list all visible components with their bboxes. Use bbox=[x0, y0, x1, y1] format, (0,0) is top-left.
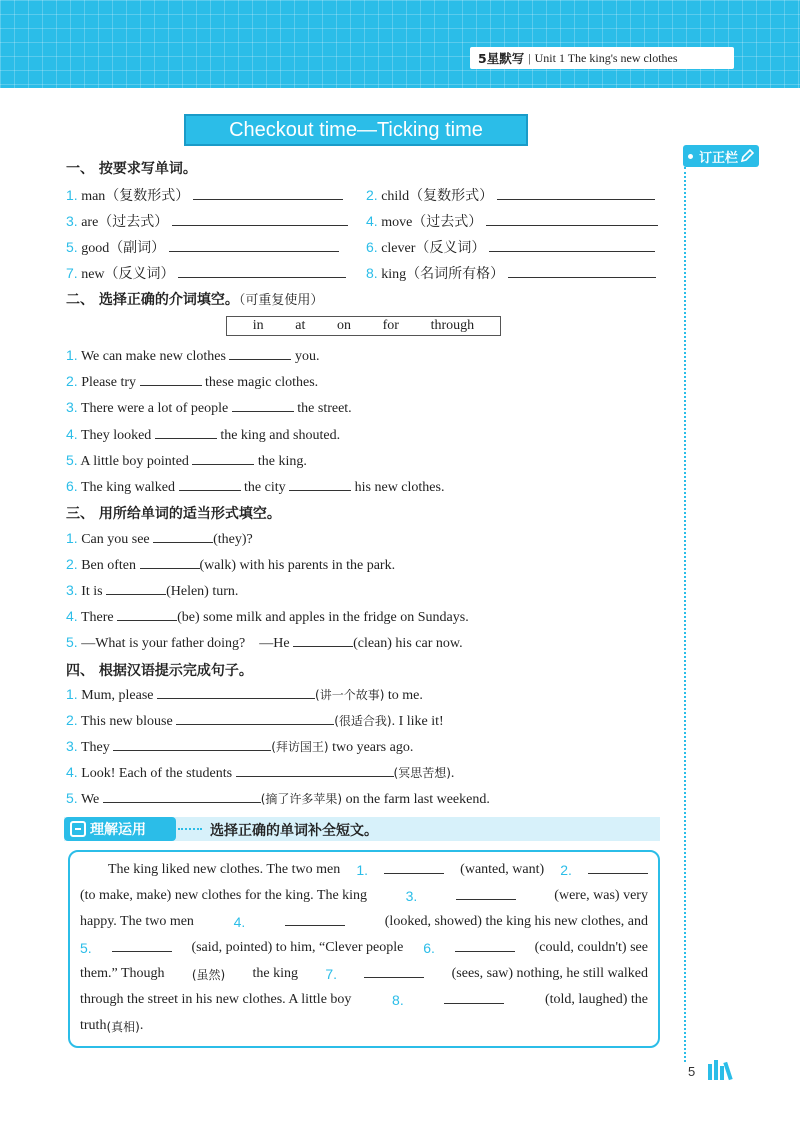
p-text: them.” Though bbox=[80, 966, 165, 981]
section-2-note: （可重复使用） bbox=[238, 293, 324, 308]
s3-num: 1. bbox=[66, 530, 78, 546]
s3-text-b: (clean) his car now. bbox=[353, 636, 463, 651]
word-option: in bbox=[252, 318, 264, 333]
p-num: 5. bbox=[80, 940, 92, 956]
s3-text-a: Can you see bbox=[81, 532, 150, 547]
s1-item-5 bbox=[66, 237, 339, 257]
answer-blank[interactable] bbox=[169, 240, 339, 252]
s4-text-a: We bbox=[80, 792, 100, 807]
apply-section-header bbox=[64, 817, 660, 841]
p-num: 7. bbox=[325, 966, 338, 982]
p-cn: (虽然) bbox=[191, 968, 226, 982]
p-text: (to make, make) new clothes for the king. The king bbox=[80, 888, 368, 903]
s3-text-b: (be) some milk and apples in the fridge on Sundays. bbox=[177, 610, 469, 625]
s4-item-2 bbox=[66, 712, 444, 730]
s1-num: 7. bbox=[66, 265, 78, 281]
notebook-icon bbox=[70, 821, 86, 837]
s2-text-a: They looked bbox=[80, 428, 152, 443]
s3-item-5 bbox=[66, 634, 463, 652]
p-text: (said, pointed) to him, “Clever people bbox=[191, 940, 404, 955]
s4-text-a: They bbox=[80, 740, 110, 755]
s2-num: 3. bbox=[66, 399, 78, 415]
s1-prompt: good（副词） bbox=[81, 241, 166, 256]
s1-item-7 bbox=[66, 263, 346, 283]
s2-item-3 bbox=[66, 399, 352, 417]
s3-text-a: It is bbox=[81, 584, 103, 599]
answer-blank[interactable] bbox=[384, 862, 444, 874]
answer-blank[interactable] bbox=[289, 479, 351, 491]
s1-item-3 bbox=[66, 211, 348, 231]
s1-num: 3. bbox=[66, 213, 78, 229]
s1-item-8 bbox=[366, 263, 656, 283]
s4-text-b: . bbox=[450, 766, 455, 781]
passage-line-5 bbox=[80, 966, 648, 983]
answer-blank[interactable] bbox=[229, 348, 291, 360]
page-title: Checkout time—Ticking time bbox=[184, 114, 528, 146]
s3-text-b: (Helen) turn. bbox=[166, 584, 239, 599]
answer-blank[interactable] bbox=[455, 940, 515, 952]
header-label bbox=[470, 47, 734, 69]
s4-num: 1. bbox=[66, 686, 78, 702]
s1-prompt: move（过去式） bbox=[381, 215, 483, 230]
s1-prompt: new（反义词） bbox=[81, 267, 175, 282]
s2-num: 4. bbox=[66, 426, 78, 442]
header-separator: | bbox=[528, 50, 531, 65]
s1-prompt: clever（反义词） bbox=[381, 241, 486, 256]
p-cn: (真相) bbox=[106, 1020, 140, 1034]
s4-item-3 bbox=[66, 738, 413, 756]
s4-num: 2. bbox=[66, 712, 78, 728]
books-icon bbox=[708, 1060, 730, 1080]
answer-blank[interactable] bbox=[285, 914, 345, 926]
s2-text-a: We can make new clothes bbox=[80, 349, 226, 364]
s2-text-b: the street. bbox=[297, 401, 352, 416]
s3-num: 5. bbox=[66, 634, 78, 650]
apply-tag bbox=[64, 817, 176, 841]
answer-blank[interactable] bbox=[293, 635, 353, 647]
section-4-heading: 四、 根据汉语提示完成句子。 bbox=[66, 663, 253, 679]
s3-num: 3. bbox=[66, 582, 78, 598]
p-text: happy. The two men bbox=[80, 914, 194, 929]
header-brand: 5星默写 bbox=[478, 51, 525, 66]
p-num: 1. bbox=[356, 862, 369, 878]
s1-item-6 bbox=[366, 237, 655, 257]
answer-blank[interactable] bbox=[112, 940, 172, 952]
s1-prompt: king（名词所有格） bbox=[381, 267, 505, 282]
answer-blank[interactable] bbox=[140, 374, 202, 386]
top-banner bbox=[0, 0, 800, 88]
answer-blank[interactable] bbox=[176, 713, 334, 725]
s1-num: 4. bbox=[366, 213, 378, 229]
s3-text-a: Ben often bbox=[81, 558, 137, 573]
s2-item-6 bbox=[66, 478, 444, 496]
answer-blank[interactable] bbox=[508, 266, 656, 278]
p-text: . bbox=[139, 1018, 144, 1033]
answer-blank[interactable] bbox=[113, 739, 271, 751]
p-text: (wanted, want) bbox=[460, 862, 545, 877]
s4-num: 4. bbox=[66, 764, 78, 780]
p-text: (sees, saw) nothing, he still walked bbox=[451, 966, 648, 981]
answer-blank[interactable] bbox=[140, 557, 200, 569]
s4-text-b: on the farm last weekend. bbox=[345, 792, 490, 807]
s2-item-4 bbox=[66, 426, 340, 444]
p-text: truth bbox=[80, 1018, 107, 1033]
s4-text-b: two years ago. bbox=[332, 740, 414, 755]
s3-num: 2. bbox=[66, 556, 78, 572]
answer-blank[interactable] bbox=[489, 240, 655, 252]
s1-num: 2. bbox=[366, 187, 378, 203]
p-text: The king liked new clothes. The two men bbox=[108, 862, 341, 877]
s3-item-2 bbox=[66, 556, 395, 574]
s3-text-b: (they)? bbox=[213, 532, 253, 547]
section-1-heading: 一、 按要求写单词。 bbox=[66, 161, 197, 177]
s1-prompt: are（过去式） bbox=[81, 215, 169, 230]
s4-text-b: . I like it! bbox=[391, 714, 444, 729]
passage-line-1 bbox=[108, 862, 648, 878]
correction-label: 订正栏 bbox=[698, 150, 738, 166]
s4-text-b: to me. bbox=[387, 688, 423, 703]
p-text: the king bbox=[252, 966, 299, 981]
s2-text-b: the king and shouted. bbox=[220, 428, 341, 443]
s2-num: 5. bbox=[66, 452, 78, 468]
p-text: through the street in his new clothes. A little boy bbox=[80, 992, 352, 1007]
s1-num: 8. bbox=[366, 265, 378, 281]
s3-text-b: (walk) with his parents in the park. bbox=[199, 558, 396, 573]
s2-num: 1. bbox=[66, 347, 78, 363]
s4-num: 3. bbox=[66, 738, 78, 754]
s2-text-a: There were a lot of people bbox=[80, 401, 229, 416]
s1-item-1 bbox=[66, 185, 343, 205]
passage-line-2 bbox=[80, 888, 648, 904]
answer-blank[interactable] bbox=[193, 188, 343, 200]
s2-text-b: you. bbox=[294, 349, 320, 364]
s3-text-a: —What is your father doing? —He bbox=[81, 636, 290, 651]
s4-text-a: This new blouse bbox=[80, 714, 173, 729]
bullet-icon bbox=[688, 154, 693, 159]
pencil-icon bbox=[740, 149, 754, 163]
answer-blank[interactable] bbox=[236, 765, 394, 777]
answer-blank[interactable] bbox=[232, 400, 294, 412]
s2-text-a: The king walked bbox=[80, 480, 176, 495]
s4-hint: (摘了许多苹果) bbox=[260, 792, 343, 806]
s3-item-3 bbox=[66, 582, 238, 600]
passage-line-7 bbox=[80, 1018, 648, 1035]
s4-num: 5. bbox=[66, 790, 78, 806]
s1-prompt: man（复数形式） bbox=[81, 189, 190, 204]
s2-num: 2. bbox=[66, 373, 78, 389]
s2-num: 6. bbox=[66, 478, 78, 494]
s2-text-a: A little boy pointed bbox=[80, 454, 189, 469]
p-text: (could, couldn't) see bbox=[534, 940, 648, 955]
apply-tag-label: 理解运用 bbox=[90, 822, 146, 838]
s1-num: 5. bbox=[66, 239, 78, 255]
passage-line-4 bbox=[80, 940, 648, 956]
passage-line-6 bbox=[80, 992, 648, 1008]
s1-num: 1. bbox=[66, 187, 78, 203]
s1-prompt: child（复数形式） bbox=[381, 189, 494, 204]
answer-blank[interactable] bbox=[117, 609, 177, 621]
answer-blank[interactable] bbox=[444, 992, 504, 1004]
word-option: at bbox=[295, 318, 306, 333]
answer-blank[interactable] bbox=[486, 214, 658, 226]
section-2-title: 二、 选择正确的介词填空。 bbox=[66, 292, 239, 308]
s2-text-c: his new clothes. bbox=[354, 480, 445, 495]
answer-blank[interactable] bbox=[192, 453, 254, 465]
word-bank bbox=[226, 316, 501, 336]
p-num: 6. bbox=[423, 940, 435, 956]
answer-blank[interactable] bbox=[157, 687, 315, 699]
s4-text-a: Look! Each of the students bbox=[81, 766, 233, 781]
answer-blank[interactable] bbox=[172, 214, 348, 226]
s4-text-a: Mum, please bbox=[81, 688, 154, 703]
section-3-heading: 三、 用所给单词的适当形式填空。 bbox=[66, 506, 281, 522]
s1-item-4 bbox=[366, 211, 658, 231]
p-num: 2. bbox=[560, 862, 572, 878]
header-unit: Unit 1 The king's new clothes bbox=[534, 50, 678, 65]
section-2-heading bbox=[66, 289, 323, 309]
answer-blank[interactable] bbox=[179, 479, 241, 491]
answer-blank[interactable] bbox=[153, 531, 213, 543]
p-num: 4. bbox=[233, 914, 246, 930]
answer-blank[interactable] bbox=[155, 427, 217, 439]
page-number: 5 bbox=[688, 1064, 696, 1079]
s2-item-2 bbox=[66, 373, 318, 391]
s3-text-a: There bbox=[80, 610, 114, 625]
word-option: on bbox=[337, 318, 352, 333]
s2-text-b: these magic clothes. bbox=[205, 375, 319, 390]
correction-column-divider bbox=[684, 167, 686, 1062]
passage-line-3 bbox=[80, 914, 648, 930]
answer-blank[interactable] bbox=[497, 188, 655, 200]
word-option: for bbox=[382, 318, 399, 333]
p-num: 8. bbox=[392, 992, 404, 1008]
apply-instruction: 选择正确的单词补全短文。 bbox=[210, 823, 378, 839]
p-num: 3. bbox=[405, 888, 418, 904]
answer-blank[interactable] bbox=[103, 791, 261, 803]
s4-item-1 bbox=[66, 686, 423, 704]
answer-blank[interactable] bbox=[178, 266, 346, 278]
s2-item-5 bbox=[66, 452, 307, 470]
p-text: (told, laughed) the bbox=[544, 992, 648, 1007]
s3-num: 4. bbox=[66, 608, 78, 624]
correction-column-label bbox=[683, 145, 759, 167]
s4-hint: (讲一个故事) bbox=[315, 688, 385, 702]
answer-blank[interactable] bbox=[106, 583, 166, 595]
s4-hint: (冥思苦想) bbox=[393, 766, 451, 780]
answer-blank[interactable] bbox=[588, 862, 648, 874]
s4-item-5 bbox=[66, 790, 490, 808]
answer-blank[interactable] bbox=[364, 966, 424, 978]
s4-hint: (拜访国王) bbox=[271, 740, 329, 754]
p-text: (were, was) very bbox=[554, 888, 648, 903]
s4-item-4 bbox=[66, 764, 454, 782]
s1-num: 6. bbox=[366, 239, 378, 255]
s1-item-2 bbox=[366, 185, 655, 205]
s2-text-a: Please try bbox=[81, 375, 137, 390]
s2-text-b: the king. bbox=[257, 454, 307, 469]
dotted-connector bbox=[178, 828, 202, 830]
s2-item-1 bbox=[66, 347, 319, 365]
s3-item-1 bbox=[66, 530, 253, 548]
answer-blank[interactable] bbox=[456, 888, 516, 900]
s3-item-4 bbox=[66, 608, 469, 626]
word-option: through bbox=[430, 318, 475, 333]
s2-text-b: the city bbox=[244, 480, 286, 495]
s4-hint: (很适合我) bbox=[334, 714, 392, 728]
p-text: (looked, showed) the king his new clothes, and bbox=[384, 914, 648, 929]
